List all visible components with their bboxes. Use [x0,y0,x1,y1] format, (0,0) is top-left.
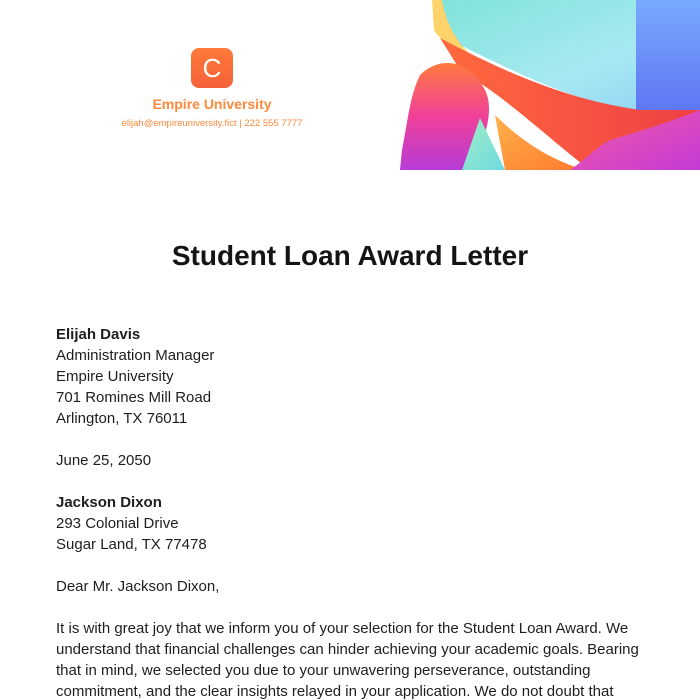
organization-name: Empire University [152,96,272,112]
recipient-city: Sugar Land, TX 77478 [56,536,207,553]
letter-body [56,324,646,700]
recipient-name: Jackson Dixon [56,494,162,511]
sender-city: Arlington, TX 76011 [56,410,188,427]
organization-contact: elijah@empireuniversity.fict | 222 555 7777 [121,118,303,129]
document-title: Student Loan Award Letter [171,240,529,271]
body-paragraph: It is with great joy that we inform you of your selection for the Student Loan Award. We understand that financial challenges can hinder achieving your academic goals. Bearing that in mind, we selected you due to your unwavering perseverance, outstanding commitment, and the clear insights relayed in your application. We do not doubt that [56,620,639,700]
sender-street: 701 Romines Mill Road [56,389,212,406]
sender-name: Elijah Davis [56,326,141,343]
logo [191,48,233,88]
sender-organization: Empire University [56,368,174,385]
decorative-gradient-art [400,0,700,170]
logo-letter: C [202,53,222,83]
organization-header [112,48,312,129]
sender-position: Administration Manager [56,347,215,364]
salutation: Dear Mr. Jackson Dixon, [56,578,220,595]
letter-date: June 25, 2050 [56,452,152,469]
recipient-street: 293 Colonial Drive [56,515,179,532]
